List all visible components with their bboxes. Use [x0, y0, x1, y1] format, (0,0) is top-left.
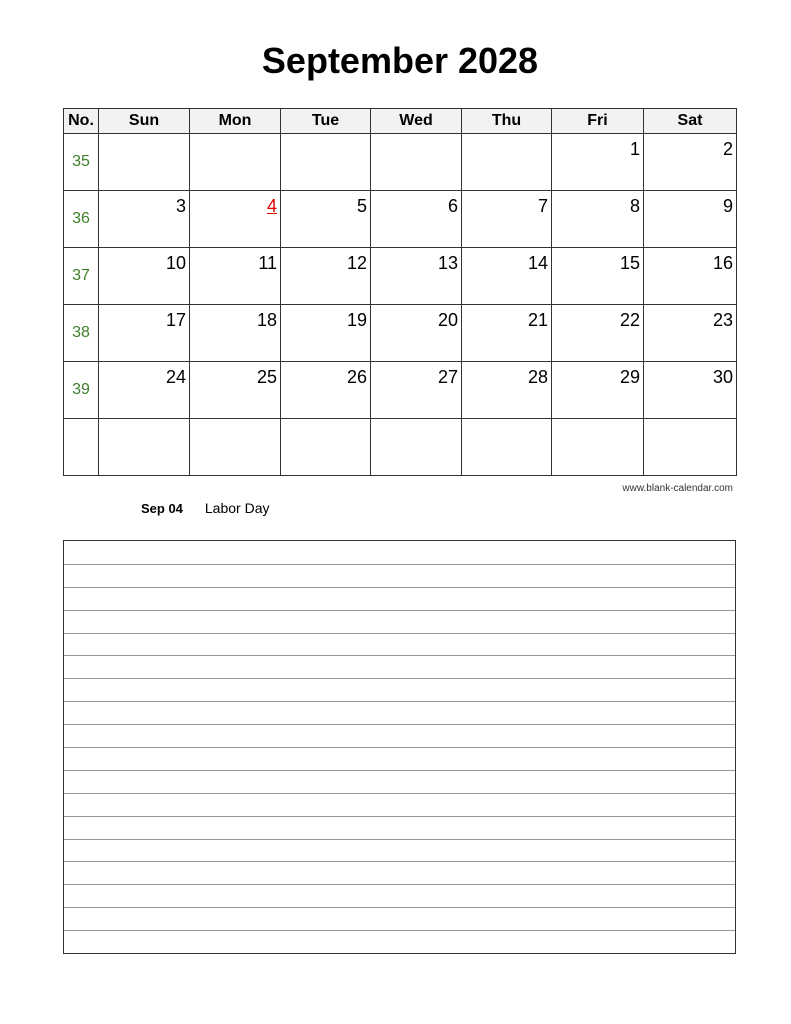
day-cell-fri[interactable]	[552, 191, 644, 248]
day-cell-fri[interactable]	[552, 134, 644, 191]
day-cell-tue[interactable]	[281, 419, 371, 476]
day-cell-sun[interactable]	[99, 305, 190, 362]
week-row	[64, 248, 737, 305]
note-line	[64, 907, 735, 908]
note-line	[64, 747, 735, 748]
day-cell-wed[interactable]	[371, 248, 462, 305]
week-row	[64, 134, 737, 191]
day-cell-sun[interactable]	[99, 248, 190, 305]
day-cell-mon[interactable]	[190, 305, 281, 362]
day-cell-sat[interactable]	[644, 419, 737, 476]
day-cell-fri[interactable]	[552, 419, 644, 476]
day-number: 29	[619, 367, 640, 387]
day-number: 23	[712, 310, 733, 330]
day-number: 16	[712, 253, 733, 273]
day-cell-tue[interactable]	[281, 305, 371, 362]
calendar-grid	[63, 108, 737, 476]
note-line	[64, 655, 735, 656]
day-number: 12	[346, 253, 367, 273]
note-line	[64, 884, 735, 885]
holiday-date: Sep 04	[141, 501, 183, 516]
week-row	[64, 305, 737, 362]
day-cell-mon[interactable]	[190, 248, 281, 305]
note-line	[64, 793, 735, 794]
day-cell-sun[interactable]	[99, 191, 190, 248]
note-line	[64, 839, 735, 840]
note-line	[64, 701, 735, 702]
day-cell-fri[interactable]	[552, 305, 644, 362]
site-credit: www.blank-calendar.com	[622, 483, 733, 494]
day-number: 17	[165, 310, 186, 330]
week-row	[64, 419, 737, 476]
day-cell-tue[interactable]	[281, 362, 371, 419]
day-number: 22	[619, 310, 640, 330]
day-cell-sat[interactable]	[644, 191, 737, 248]
day-cell-mon[interactable]	[190, 191, 281, 248]
week-number: 35	[64, 134, 99, 191]
day-cell-mon[interactable]	[190, 134, 281, 191]
notes-area[interactable]	[63, 540, 736, 954]
day-number: 26	[346, 367, 367, 387]
day-cell-sat[interactable]	[644, 362, 737, 419]
day-number: 18	[256, 310, 277, 330]
note-line	[64, 861, 735, 862]
day-cell-sat[interactable]	[644, 305, 737, 362]
holiday-list-item	[141, 500, 269, 516]
day-cell-fri[interactable]	[552, 362, 644, 419]
col-header-thu: Thu	[462, 109, 552, 134]
day-cell-sun[interactable]	[99, 419, 190, 476]
week-number: 36	[64, 191, 99, 248]
day-number: 11	[258, 253, 277, 273]
day-cell-thu[interactable]	[462, 305, 552, 362]
day-number: 27	[437, 367, 458, 387]
note-line	[64, 610, 735, 611]
day-cell-mon[interactable]	[190, 419, 281, 476]
note-line	[64, 770, 735, 771]
day-number: 7	[537, 196, 548, 216]
day-cell-sat[interactable]	[644, 248, 737, 305]
note-line	[64, 678, 735, 679]
weekday-header-row	[64, 109, 737, 134]
day-cell-thu[interactable]	[462, 191, 552, 248]
day-number: 15	[619, 253, 640, 273]
col-header-sun: Sun	[99, 109, 190, 134]
day-number: 30	[712, 367, 733, 387]
note-line	[64, 587, 735, 588]
day-cell-tue[interactable]	[281, 134, 371, 191]
day-number: 6	[447, 196, 458, 216]
col-header-week-no: No.	[64, 109, 99, 134]
col-header-fri: Fri	[552, 109, 644, 134]
day-number: 19	[346, 310, 367, 330]
day-number: 1	[629, 139, 640, 159]
page-title: September 2028	[261, 40, 539, 81]
day-number: 5	[356, 196, 367, 216]
week-number	[64, 419, 99, 476]
day-cell-wed[interactable]	[371, 191, 462, 248]
day-number: 4	[266, 196, 277, 216]
day-number: 14	[527, 253, 548, 273]
note-line	[64, 816, 735, 817]
day-cell-thu[interactable]	[462, 134, 552, 191]
day-cell-mon[interactable]	[190, 362, 281, 419]
week-number: 39	[64, 362, 99, 419]
week-number: 37	[64, 248, 99, 305]
day-cell-wed[interactable]	[371, 134, 462, 191]
day-cell-wed[interactable]	[371, 362, 462, 419]
day-cell-sun[interactable]	[99, 362, 190, 419]
day-cell-thu[interactable]	[462, 362, 552, 419]
note-line	[64, 930, 735, 931]
day-number: 3	[175, 196, 186, 216]
day-cell-tue[interactable]	[281, 248, 371, 305]
day-number: 28	[527, 367, 548, 387]
day-cell-thu[interactable]	[462, 419, 552, 476]
holiday-name: Labor Day	[204, 500, 270, 516]
day-cell-fri[interactable]	[552, 248, 644, 305]
day-cell-thu[interactable]	[462, 248, 552, 305]
note-line	[64, 564, 735, 565]
col-header-mon: Mon	[190, 109, 281, 134]
week-row	[64, 362, 737, 419]
col-header-wed: Wed	[371, 109, 462, 134]
day-number: 2	[722, 139, 733, 159]
day-cell-wed[interactable]	[371, 419, 462, 476]
week-number: 38	[64, 305, 99, 362]
note-line	[64, 633, 735, 634]
day-number: 8	[629, 196, 640, 216]
day-cell-sun[interactable]	[99, 134, 190, 191]
day-cell-wed[interactable]	[371, 305, 462, 362]
day-number: 25	[256, 367, 277, 387]
week-row	[64, 191, 737, 248]
note-line	[64, 724, 735, 725]
col-header-sat: Sat	[644, 109, 737, 134]
day-number: 21	[527, 310, 548, 330]
day-number: 13	[437, 253, 458, 273]
day-number: 10	[165, 253, 186, 273]
day-number: 9	[722, 196, 733, 216]
col-header-tue: Tue	[281, 109, 371, 134]
day-cell-tue[interactable]	[281, 191, 371, 248]
day-number: 24	[165, 367, 186, 387]
day-number: 20	[437, 310, 458, 330]
day-cell-sat[interactable]	[644, 134, 737, 191]
